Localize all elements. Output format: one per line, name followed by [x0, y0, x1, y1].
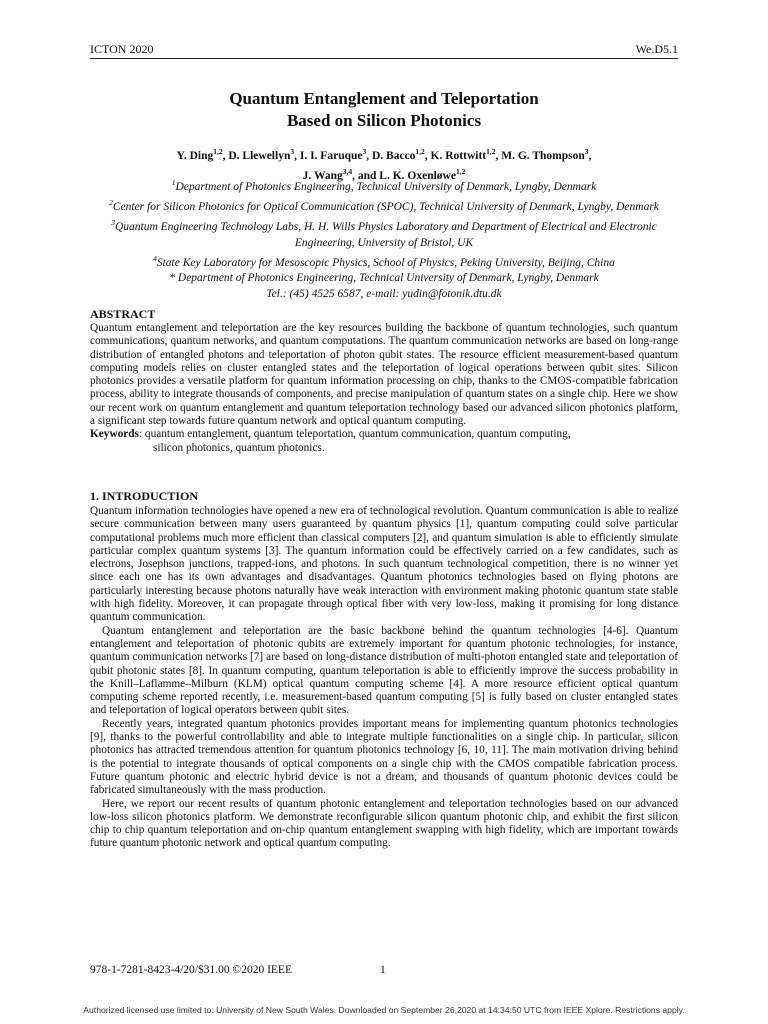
- affiliation-sup: 4: [153, 254, 157, 264]
- author-sep: ,: [588, 149, 592, 162]
- author-sep: ,: [424, 149, 431, 162]
- title-line-1: Quantum Entanglement and Teleportation: [229, 89, 539, 108]
- affiliation: [90, 251, 678, 271]
- affiliation-sup: 3: [111, 218, 115, 228]
- affiliation-text: State Key Laboratory for Mesoscopic Physics, School of Physics, Peking University, Beijing, China: [156, 256, 615, 269]
- author-sep: , and: [352, 169, 380, 182]
- keywords-continuation: silicon photonics, quantum photonics.: [153, 441, 325, 454]
- affiliation-sup: 2: [109, 198, 113, 208]
- author: J. Wang: [302, 169, 343, 182]
- author-affil-sup: 1,2: [455, 166, 466, 176]
- page-number: 1: [380, 964, 386, 976]
- author-affil-sup: 1,2: [213, 147, 223, 156]
- intro-paragraph: Here, we report our recent results of quantum photonic entanglement and teleportation technologies based on our advanced low-loss silicon photonics platform. We demonstrate reconfigurable silicon quantum photonic chip, and exhibit the first silicon chip to chip quantum teleportation and on-chip quantum entanglement swapping with high fidelity, which are important towards future quantum photonic network and optical quantum computing.: [90, 797, 678, 850]
- author: K. Rottwitt: [430, 149, 487, 162]
- author: D. Llewellyn: [228, 149, 291, 162]
- intro-paragraph: Quantum entanglement and teleportation are the basic backbone behind the quantum technologies [4-6]. Quantum entanglement and teleportation of photonic qubits are extremely important for quantum photonic technologies, for instance, quantum communication networks [7] are based on long-distance distribution of multi-photon entangled state and teleportation of qubit photonic states [8]. In quantum computing, quantum teleportation is able to efficiently improve the success probability in the Knill–Laflamme–Milburn (KLM) optical quantum computing scheme [4]. A more resource efficient optical quantum computing scheme reported recently, i.e. measurement-based quantum computing [5] is fully based on cluster entangled states and teleportation of logical operators between qubit sites.: [90, 624, 678, 717]
- paper-title: [90, 88, 678, 132]
- author-affil-sup: 1,2: [486, 147, 496, 156]
- keywords-label: Keywords: [90, 428, 139, 441]
- isbn-footer: 978-1-7281-8423-4/20/$31.00 ©2020 IEEE: [90, 964, 292, 976]
- corresponding-affiliation: * Department of Photonics Engineering, Technical University of Denmark, Lyngby, Denmark: [169, 272, 599, 285]
- author-sep: ,: [294, 149, 300, 162]
- author-affil-sup: 3: [290, 147, 295, 156]
- introduction-heading: 1. INTRODUCTION: [90, 489, 199, 503]
- author: Y. Ding: [176, 149, 214, 162]
- header-rule: [90, 58, 678, 59]
- author: I. I. Faruque: [299, 149, 363, 162]
- abstract-text: Quantum entanglement and teleportation are the key resources building the backbone of quantum technologies, such quantum communications, quantum networks, and quantum computations. The quantum communication networks are based on long-range distribution of entangled photons and teleportation of photon qubit states. The resource efficient measurement-based quantum computing models relies on cluster entangled states and the teleportation of logical operations between qubit sites. Silicon photonics provides a versatile platform for quantum information processing on chip, thanks to the CMOS-compatible fabrication process, ability to integrate thousands of components, and precise manipulation of quantum states on a single chip. Here we show our recent work on quantum entanglement and quantum teleportation technology based our advanced silicon photonics platform, a significant step towards future quantum network and optical quantum computing.: [90, 322, 678, 428]
- conference-header: ICTON 2020: [90, 42, 154, 56]
- author: M. G. Thompson: [501, 149, 585, 162]
- keywords-text: : quantum entanglement, quantum teleportation, quantum communication, quantum computing,: [138, 428, 571, 441]
- abstract-body: [90, 322, 678, 455]
- author-affil-sup: 3,4: [342, 166, 353, 176]
- affiliation-text: Department of Photonics Engineering, Technical University of Denmark, Lyngby, Denmark: [175, 180, 597, 193]
- author-sep: ,: [366, 149, 372, 162]
- author-affil-sup: 3: [362, 147, 367, 156]
- affiliation: [90, 215, 678, 251]
- author-line-1: [90, 144, 678, 164]
- affiliation: [90, 175, 678, 195]
- affiliation-text: Quantum Engineering Technology Labs, H. H. Wills Physics Laboratory and Department of Electrical and Electronic Engineering, University of Bristol, UK: [114, 221, 657, 249]
- author: L. K. Oxenløwe: [379, 169, 456, 182]
- affiliation: [90, 195, 678, 215]
- affiliation-sup: 1: [171, 178, 176, 187]
- keywords-line: [90, 428, 678, 441]
- license-notice: Authorized licensed use limited to: University of New South Wales. Downloaded on September 26,2020 at 14:34:50 UTC from IEEE Xplore. Restrictions apply.: [83, 1005, 685, 1015]
- abstract-heading: ABSTRACT: [90, 307, 156, 321]
- introduction-body: [90, 505, 678, 851]
- affiliation-text: Center for Silicon Photonics for Optical Communication (SPOC), Technical University of Denmark, Lyngby, Denmark: [112, 201, 659, 214]
- contact-info: Tel.: (45) 4525 6587, e-mail: yudin@fotonik.dtu.dk: [266, 287, 502, 300]
- paper-code-header: We.D5.1: [635, 42, 678, 56]
- intro-paragraph: Quantum information technologies have opened a new era of technological revolution. Quantum communication is able to realize secure communication between many users guaranteed by quantum physics [1], quantum computing could solve particular computational problems much more efficient than classical computers [2], and quantum simulation is able to efficiently simulate particular complex quantum systems [3]. The quantum information could be effectively carried on a few candidates, such as electrons, Josephson junctions, trapped-ions, and photons. In such quantum technological competition, there is no winner yet since each one has its own advantages and disadvantages. Quantum photonics technologies based on flying photons are particularly interesting because photons naturally have weak interaction with environment making photonic quantum state stable with high fidelity. Moreover, it can propagate through optical fiber with very low-loss, making it promising for long distance quantum communication.: [90, 505, 678, 624]
- author-sep: ,: [495, 149, 502, 162]
- author-sep: ,: [222, 149, 229, 162]
- author: D. Bacco: [371, 149, 416, 162]
- title-line-2: Based on Silicon Photonics: [286, 111, 482, 130]
- author-affil-sup: 3: [584, 147, 589, 156]
- affiliation-list: [90, 175, 678, 302]
- author-affil-sup: 1,2: [415, 147, 425, 156]
- intro-paragraph: Recently years, integrated quantum photonics provides important means for implementing quantum photonics technologies [9], thanks to the powerful controllability and able to integrate multiple functionalities on a single chip. In particular, silicon photonics has attracted tremendous attention for quantum photonics technology [6, 10, 11]. The main motivation driving behind is the potential to integrate thousands of optical components on a single chip with the CMOS compatible fabrication process. Future quantum photonic and electric hybrid device is not a dream, and thousands of quantum photonic devices could be fabricated simultaneously with the mass production.: [90, 717, 678, 797]
